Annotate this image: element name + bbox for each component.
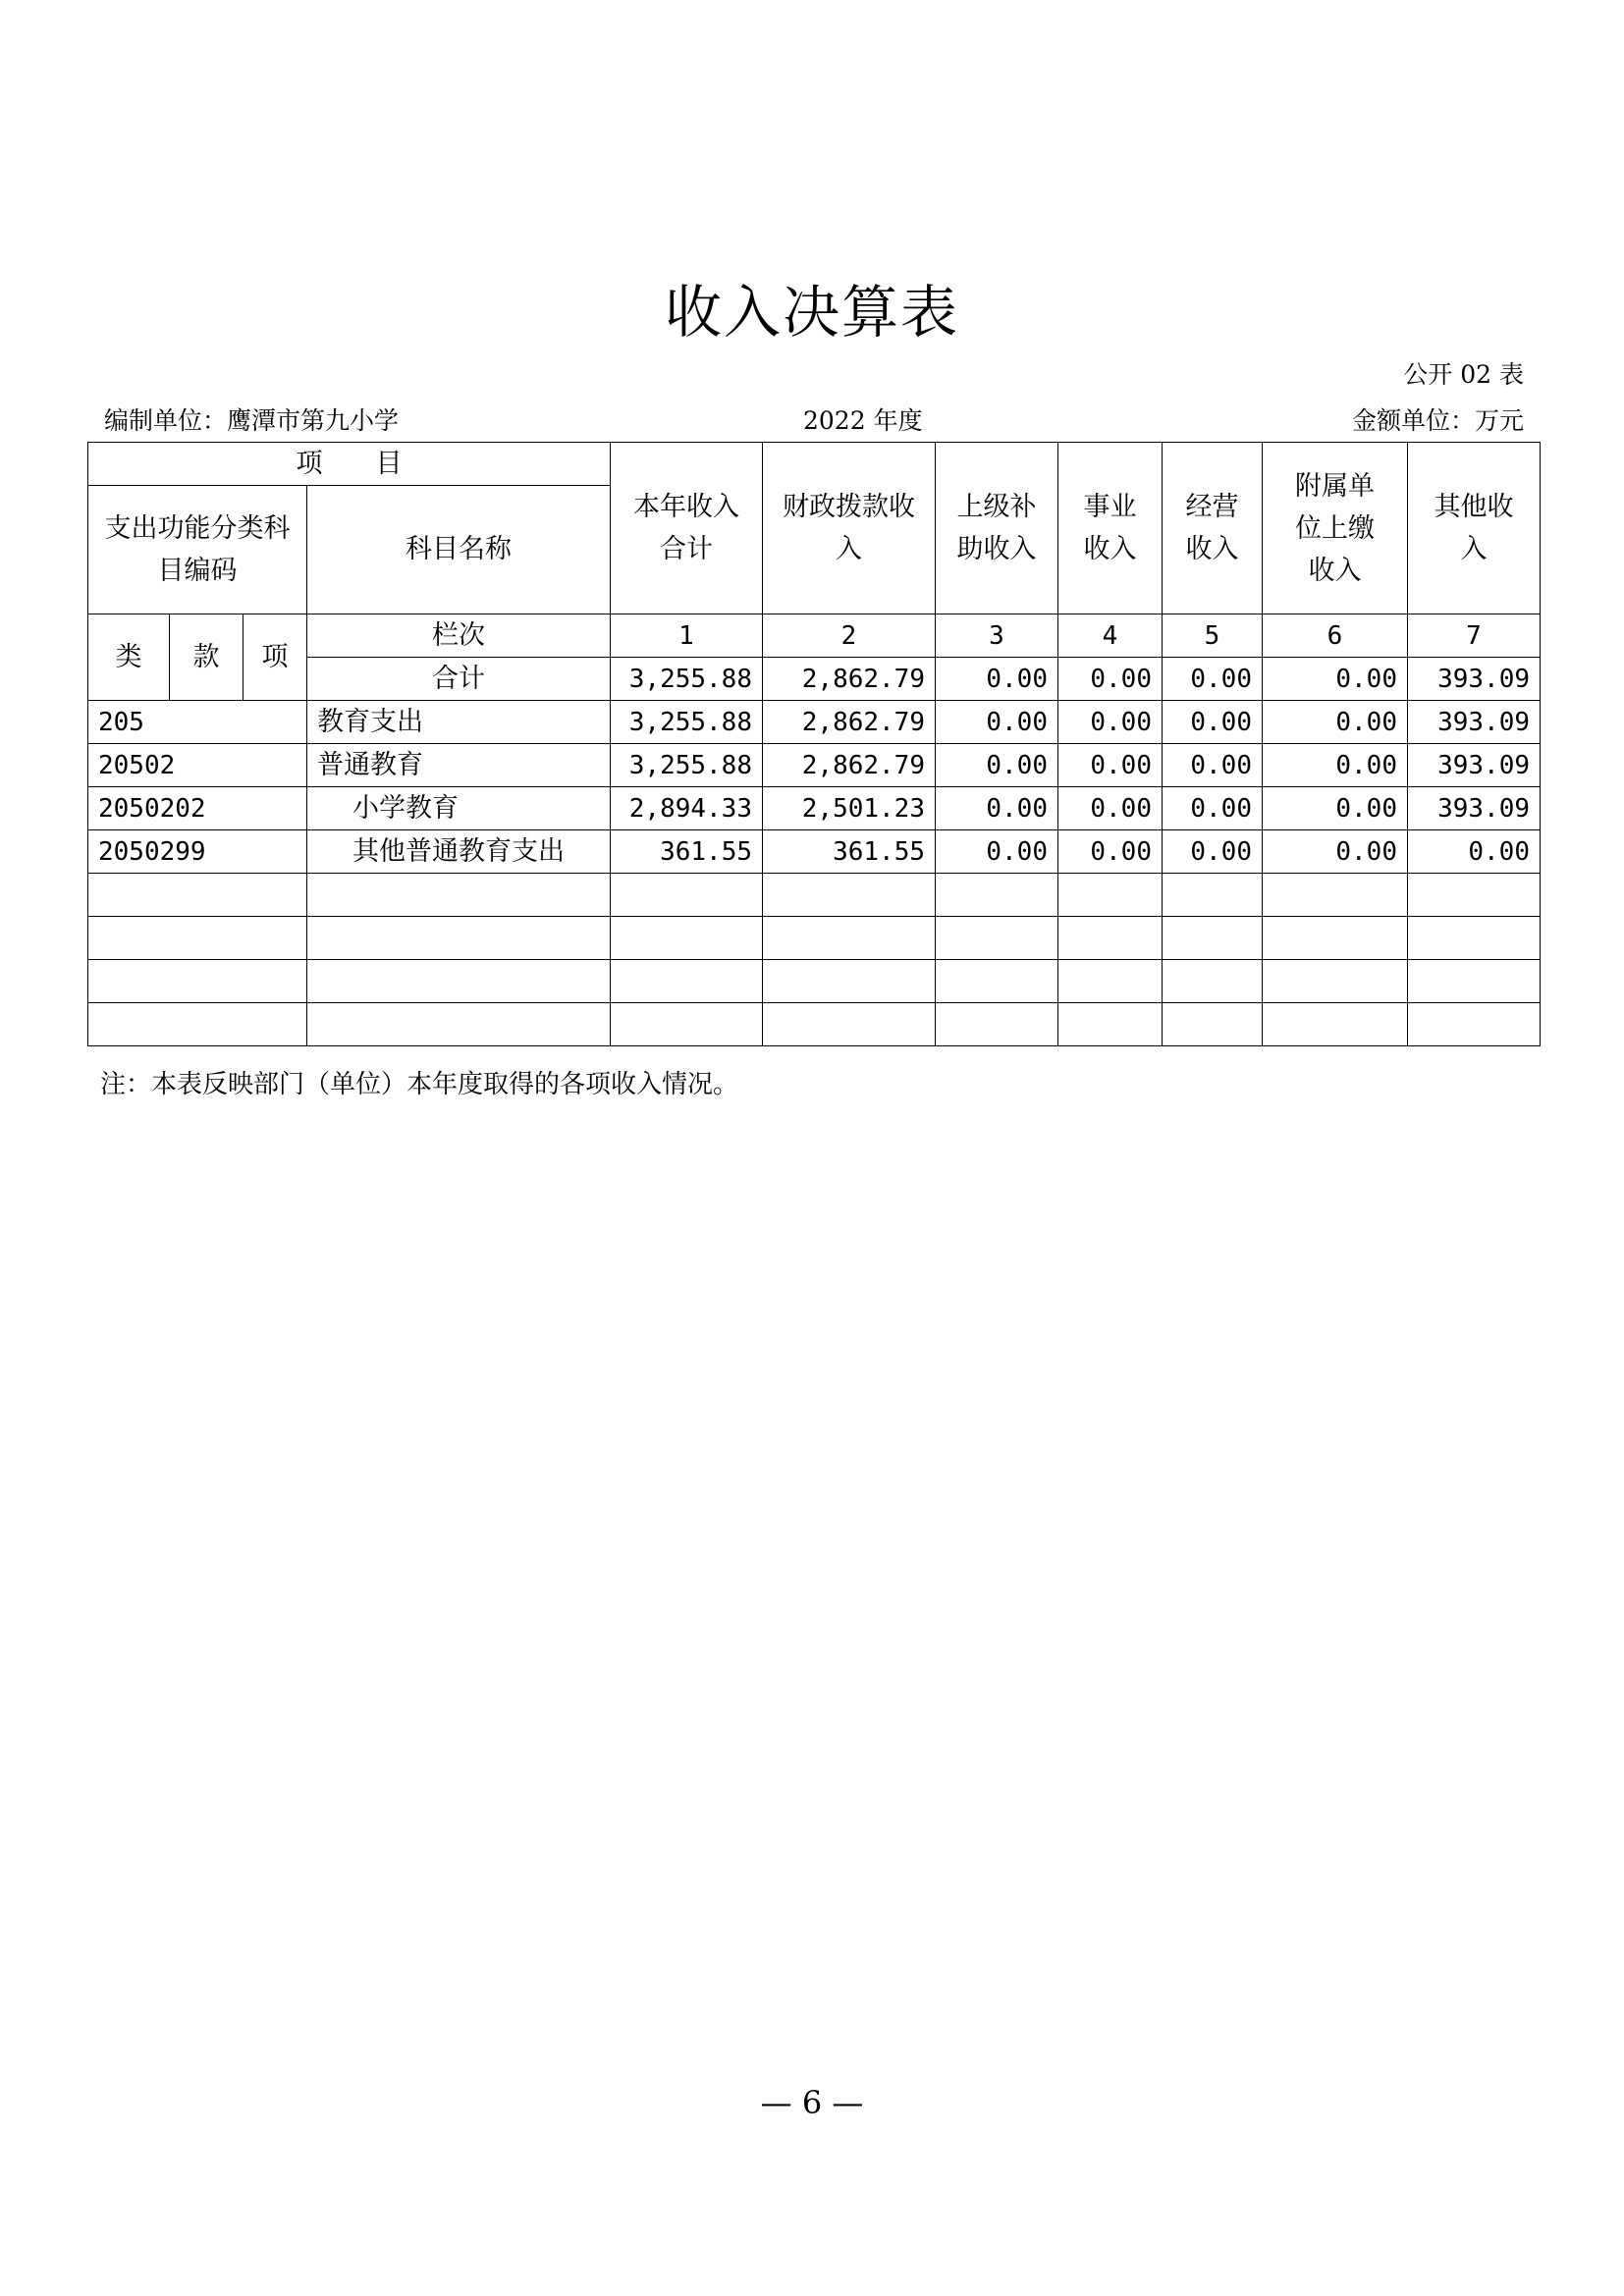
empty-cell (1163, 874, 1263, 917)
header-col-fiscal: 财政拨款收入 (763, 443, 936, 614)
empty-cell (1058, 960, 1163, 1003)
col-number: 3 (936, 614, 1058, 658)
row-cell: 0.00 (1263, 830, 1408, 874)
header-xiang: 项 (244, 614, 307, 701)
meta-row (100, 404, 1524, 438)
row-cell: 0.00 (936, 701, 1058, 744)
empty-cell (763, 917, 936, 960)
col-number: 2 (763, 614, 936, 658)
total-label: 合计 (307, 658, 611, 701)
empty-cell (307, 917, 611, 960)
row-cell: 2,862.79 (763, 701, 936, 744)
row-code: 2050299 (88, 830, 307, 874)
amount-unit: 金额单位：万元 (1351, 406, 1524, 435)
empty-cell (763, 1003, 936, 1046)
empty-cell (1163, 1003, 1263, 1046)
empty-cell (88, 1003, 307, 1046)
empty-cell (1058, 1003, 1163, 1046)
total-cell: 2,862.79 (763, 658, 936, 701)
header-col-business: 事业收入 (1058, 443, 1163, 614)
header-col-superior: 上级补助收入 (936, 443, 1058, 614)
empty-cell (611, 960, 763, 1003)
empty-cell (307, 874, 611, 917)
row-cell: 0.00 (1163, 701, 1263, 744)
table-row (88, 701, 1541, 744)
row-name: 其他普通教育支出 (307, 830, 611, 874)
table-row (88, 744, 1541, 787)
header-row-3 (88, 614, 1541, 658)
col-number: 1 (611, 614, 763, 658)
col-number: 7 (1408, 614, 1541, 658)
row-name: 教育支出 (307, 701, 611, 744)
row-cell: 361.55 (611, 830, 763, 874)
empty-cell (88, 874, 307, 917)
empty-cell (936, 917, 1058, 960)
form-number: 公开 02 表 (1403, 360, 1524, 389)
empty-cell (611, 874, 763, 917)
table-row (88, 830, 1541, 874)
empty-cell (1058, 874, 1163, 917)
empty-row (88, 917, 1541, 960)
row-cell: 0.00 (1408, 830, 1541, 874)
table-row (88, 787, 1541, 830)
row-cell: 0.00 (1058, 830, 1163, 874)
total-cell: 0.00 (1163, 658, 1263, 701)
empty-cell (1058, 917, 1163, 960)
col-number: 5 (1163, 614, 1263, 658)
row-cell: 0.00 (1163, 744, 1263, 787)
row-cell: 2,862.79 (763, 744, 936, 787)
empty-cell (1163, 960, 1263, 1003)
row-cell: 0.00 (1058, 701, 1163, 744)
total-cell: 0.00 (1263, 658, 1408, 701)
row-code: 20502 (88, 744, 307, 787)
header-code-group: 支出功能分类科目编码 (88, 486, 307, 614)
empty-cell (936, 1003, 1058, 1046)
col-number: 4 (1058, 614, 1163, 658)
col-number: 6 (1263, 614, 1408, 658)
empty-cell (1408, 917, 1541, 960)
empty-cell (1263, 1003, 1408, 1046)
empty-cell (307, 1003, 611, 1046)
page-number: — 6 — (760, 2084, 864, 2121)
header-project: 项 目 (88, 443, 611, 486)
row-cell: 393.09 (1408, 701, 1541, 744)
empty-cell (88, 917, 307, 960)
empty-cell (936, 960, 1058, 1003)
empty-cell (1263, 960, 1408, 1003)
row-cell: 2,501.23 (763, 787, 936, 830)
row-cell: 3,255.88 (611, 701, 763, 744)
row-cell: 0.00 (1263, 787, 1408, 830)
empty-cell (1408, 960, 1541, 1003)
row-name: 小学教育 (307, 787, 611, 830)
row-cell: 2,894.33 (611, 787, 763, 830)
empty-cell (1263, 917, 1408, 960)
row-cell: 393.09 (1408, 787, 1541, 830)
header-col-affiliated: 附属单位上缴收入 (1263, 443, 1408, 614)
compiling-unit: 编制单位：鹰潭市第九小学 (104, 406, 400, 435)
empty-cell (307, 960, 611, 1003)
total-cell: 393.09 (1408, 658, 1541, 701)
row-code: 2050202 (88, 787, 307, 830)
empty-row (88, 1003, 1541, 1046)
total-cell: 0.00 (936, 658, 1058, 701)
page-title: 收入决算表 (664, 279, 959, 346)
empty-cell (1408, 1003, 1541, 1046)
row-cell: 361.55 (763, 830, 936, 874)
row-code: 205 (88, 701, 307, 744)
row-cell: 0.00 (936, 830, 1058, 874)
header-column-order: 栏次 (307, 614, 611, 658)
empty-cell (1163, 917, 1263, 960)
row-cell: 0.00 (1163, 787, 1263, 830)
row-cell: 393.09 (1408, 744, 1541, 787)
empty-cell (611, 917, 763, 960)
row-cell: 0.00 (1263, 744, 1408, 787)
fiscal-year: 2022 年度 (803, 406, 923, 435)
row-cell: 0.00 (1058, 744, 1163, 787)
empty-cell (1408, 874, 1541, 917)
empty-row (88, 960, 1541, 1003)
header-kuan: 款 (170, 614, 244, 701)
empty-row (88, 874, 1541, 917)
empty-cell (1263, 874, 1408, 917)
row-cell: 0.00 (936, 787, 1058, 830)
header-lei: 类 (88, 614, 170, 701)
row-cell: 0.00 (1263, 701, 1408, 744)
row-name: 普通教育 (307, 744, 611, 787)
empty-cell (763, 874, 936, 917)
row-cell: 0.00 (1163, 830, 1263, 874)
table-note: 注：本表反映部门（单位）本年度取得的各项收入情况。 (100, 1070, 739, 1099)
header-row-1 (88, 443, 1541, 486)
empty-cell (88, 960, 307, 1003)
header-col-other: 其他收入 (1408, 443, 1541, 614)
row-cell: 0.00 (936, 744, 1058, 787)
empty-cell (611, 1003, 763, 1046)
income-table (87, 442, 1541, 1046)
total-cell: 0.00 (1058, 658, 1163, 701)
empty-cell (763, 960, 936, 1003)
total-cell: 3,255.88 (611, 658, 763, 701)
empty-cell (936, 874, 1058, 917)
row-cell: 3,255.88 (611, 744, 763, 787)
header-col-operating: 经营收入 (1163, 443, 1263, 614)
header-subject-name: 科目名称 (307, 486, 611, 614)
header-col-total: 本年收入合计 (611, 443, 763, 614)
row-cell: 0.00 (1058, 787, 1163, 830)
